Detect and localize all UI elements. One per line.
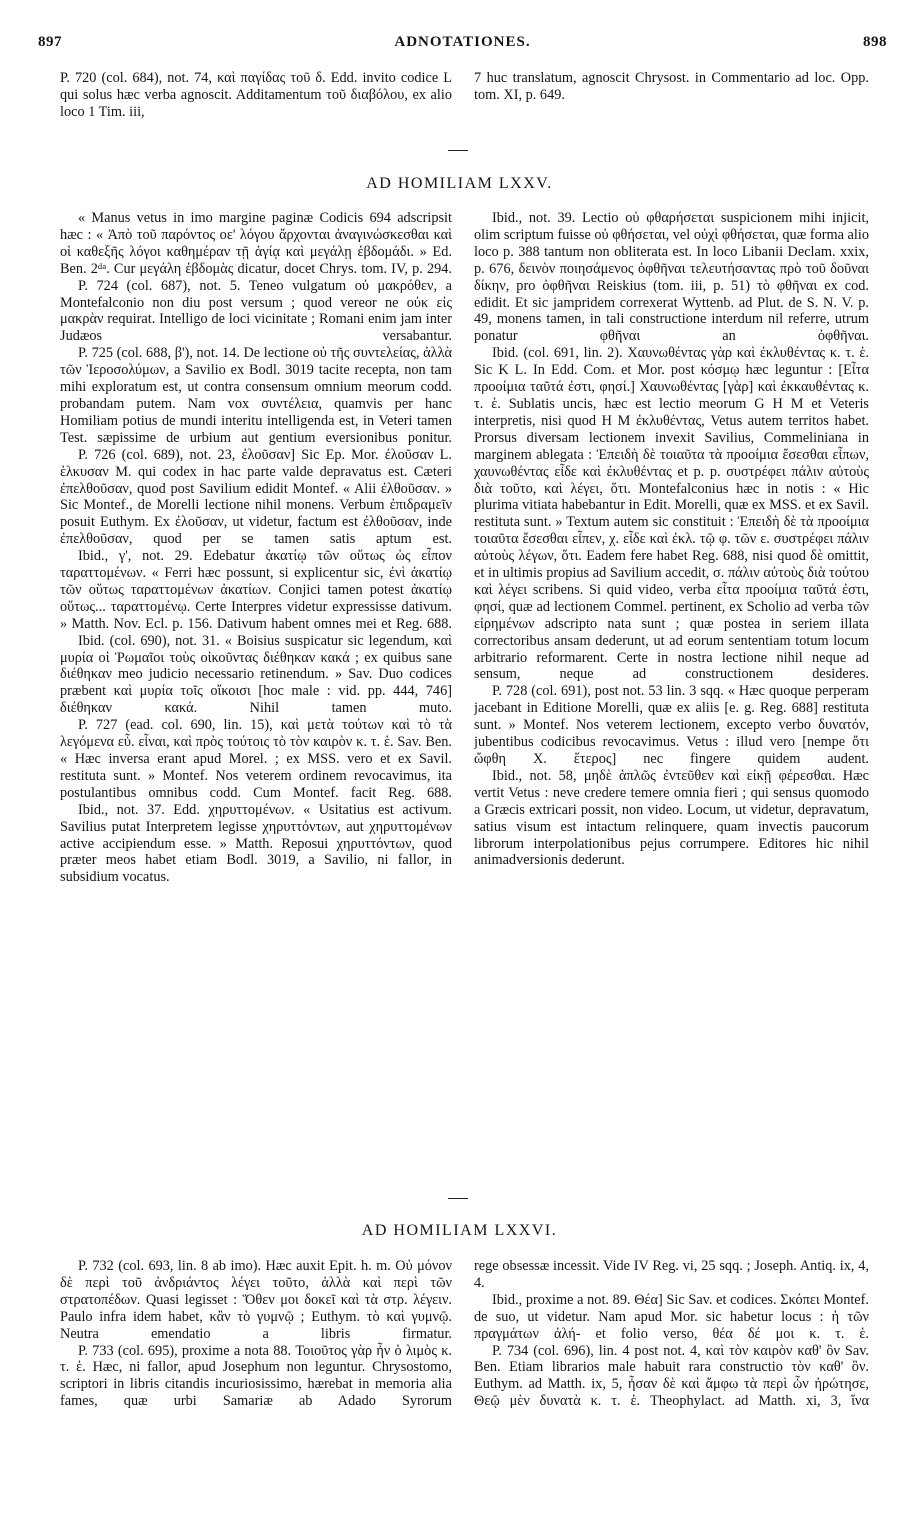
top-left-column: [60, 70, 452, 121]
paragraph: P. 728 (col. 691), post not. 53 lin. 3 sqq. « Hæc quoque perperam jacebant in Editione Morelli, quæ ex aliis [e. g. Reg. 688] restituta sunt. » Montef. Nos veterem lectionem, excepto verbo δυνατόν, jubentibus codicibus revocavimus. Vetus : illud vero [nempe ὅτι ὤφθη Χ. ἕτερος] nec fingere quidem audent.: [474, 683, 869, 767]
top-right-column: [474, 70, 869, 104]
section-lxxvi-right-column: [474, 1258, 869, 1528]
paragraph: Ibid., not. 58, μηδὲ ἁπλῶς ἐντεῦθεν καὶ εἰκῇ φέρεσθαι. Hæc vertit Vetus : neve credere temere omnia fieri ; qui sensus quomodo a Græcis extricari possit, non video. Locum, ut videtur, depravatum, satius visum est intactum relinquere, quam invectis paucorum librorum interpolationibus pejus corrumpere. Editores hic nihil animadversionis dederunt.: [474, 767, 869, 869]
running-head: [38, 34, 887, 54]
paragraph: P. 726 (col. 689), not. 23, ἐλοῦσαν] Sic Ep. Mor. ἐλοῦσαν L. ἑλκυσαν M. qui codex in hac parte valde depravatus est. Cæteri ἐπελθοῦσαν, quod post Savilium edidit Montef. « Alii ἐλθοῦσαν. » Sic Montef., de Morelli lectione nihil monens. Verbum ἐπιδραμεῖν posuit Euthym. Ex ἐλοῦσαν, ut videtur, factum est ἐλθοῦσαν, inde ἐπελθοῦσαν, quod per se tamen satis aptum est.: [60, 446, 452, 548]
paragraph: Ibid., γ', not. 29. Edebatur ἀκατίῳ τῶν οὕτως ὡς εἶπον ταραττομένων. « Ferri hæc possunt, si explicentur sic, ἐνὶ ἀκατίῳ τῶν οὕτως ταραττομένων ἀκατίων. Conjici tamen potest ἀκατίῳ οὕτως... ταραττομένῳ. Certe Interpres videtur expressisse dativum. » Matth. Nov. Ecl. p. 156. Dativum habent omnes mei et Reg. 688.: [60, 548, 452, 632]
section-lxxvi-left-column: [60, 1258, 452, 1528]
paragraph: P. 725 (col. 688, β'), not. 14. De lectione οὐ τῆς συντελείας, ἀλλὰ τῶν Ἱεροσολύμων, a Savilio ex Bodl. 3019 tacite recepta, non tam mihi exploratum est, ut contra consensum omnium meorum codd. probandam putem. Nam vox συντέλεια, quamvis per hanc Homiliam potius de mundi interitu intelligenda est, in Veteri tamen Test. sæpissime de urbium aut gentium eversionibus ponitur.: [60, 345, 452, 446]
paragraph: Ibid., proxime a not. 89. Θέα] Sic Sav. et codices. Σκόπει Montef. de suo, ut videtur. Nam apud Mor. sic habetur locus : ἡ τῶν πραγμάτων ἀλή- et folio verso, θέα δέ μοι κ. τ. ἑ.: [474, 1291, 869, 1342]
paragraph: Ibid., not. 39. Lectio οὐ φθαρήσεται suspicionem mihi injicit, olim scriptum fuisse οὐ φθήσεται, vel οὐχὶ φθήσεται, quæ forma alio loco p. 388 tantum non obliterata est. In loco Libanii Declam. xxix, p. 676, δεινὸν ποιησάμενος ὀφθῆναι τελευτήσαντας πρὸ τοῦ δοῦναι δίκην, pro ὀφθῆναι Reiskius (tom. iii, p. 51) τὸ φθῆναι ex cod. edidit. Et sic jampridem correxerat Wyttenb. ad Plut. de S. N. V. p. 49, monens tamen, in tali constructione interdum nil referre, utrum ponatur φθῆναι an ὀφθῆναι.: [474, 210, 869, 345]
paragraph: P. 727 (ead. col. 690, lin. 15), καὶ μετὰ τούτων καὶ τὸ τὰ λεγόμενα εὖ. εἶναι, καὶ πρὸς τούτοις τὸ τὸν καιρὸν κ. τ. ἑ. Sav. Ben. « Hæc inversa erant apud Morel. ; ex MSS. vero et ex Savil. restituta sunt. » Montef. Nos veterem ordinem revocavimus, ita postulantibus omnibus codd. Cum Montef. facit Reg. 688.: [60, 717, 452, 801]
page-number-left: 897: [38, 34, 62, 50]
paragraph: Ibid. (col. 690), not. 31. « Boisius suspicatur sic legendum, καὶ μυρία οἱ Ῥωμαῖοι τοὺς οἰκοῦντας διέθηκαν κακά ; ex quibus sane διέθηκαν meo judicio necessario retinendum. » Sav. Duo codices præbent καὶ μυρία τοῖς οἴκοισι [hoc male : vid. pp. 444, 746] διέθηκαν κακά. Nihil tamen muto.: [60, 632, 452, 717]
separator-rule: [448, 1198, 468, 1199]
page-number-right: 898: [863, 34, 887, 50]
paragraph: Ibid. (col. 691, lin. 2). Χαυνωθέντας γὰρ καὶ ἐκλυθέντας κ. τ. ἑ. Sic K L. In Edd. Com. et Mor. post κόσμῳ hæc leguntur : [Εἶτα προοίμια ταῦτά ἐστι, φησί.] Χαυνωθέντας [γὰρ] καὶ ἐκκαυθέντας κ. τ. ἑ. Sublatis uncis, hæc est lectio meorum G H M et Veteris interpretis, nisi quod H M ἐκλυθέντας, Vetus autem territos habet. Prorsus diversam lectionem invexit Savilius, Commeliniana in marginem ablegata : Ἐπειδὴ δὲ τοιαῦτα τὰ προοίμια ἔσεσθαι εἶπων, χαυνωθέντας εἶδε καὶ ἐκλυθέντας et p. p. συστρέφει πάλιν αὐτοὺς διὰ τοῦτο, καὶ λέγει, ὅτι. Montefalconius hæc in notis : « Hic plurima vitiata habebantur in Edit. Morelli, quæ ex MSS. et ex Savil. restituta sunt. » Textum autem sic constituit : Ἐπειδὴ δὲ τὰ προοίμια τοιαῦτα ἔσεσθαι εἶπεν, χ. εἶδε καὶ ἐκλ. τῷ φ. τῶν ε. συστρέφει πάλιν αὐτοὺς λέγων, ὅτι. Eadem fere habet Reg. 688, nisi quod δὲ omittit, et in ultimis propius ad Savilium accedit, σ. πάλιν αὐτοὺς διὰ τούτου καὶ λέγει scribens. Si quid video, verba εἶτα προοίμια ταῦτά ἐστι, φησί, quæ ad lectionem Commel. pertinent, ex Scholio ad verba τῶν εἰρημένων adscripto nata sunt ; quæ postea in seriem illata correctoribus ansam dederunt, ut ad eorum sententiam totum locum arbitrario reformarent. Certe in nostra lectione nihil neque ad sensum, neque ad constructionem desideres.: [474, 345, 869, 683]
paragraph: P. 734 (col. 696), lin. 4 post not. 4, καὶ τὸν καιρὸν καθ' ὃν Sav. Ben. Etiam librarios male habuit rara constructio τὸν καθ' ὃν. Euthym. ad Matth. ix, 5, ἦσαν δὲ καὶ ἄμφω τὰ περὶ ὧν ἠρώτησε, Θεῷ μὲν δυνατὰ κ. τ. ἑ. Theophylact. ad Matth. xi, 3, ἵνα: [474, 1342, 869, 1410]
section-heading-lxxvi: AD HOMILIAM LXXVI.: [361, 1222, 558, 1239]
running-title: ADNOTATIONES.: [394, 34, 531, 50]
section-heading-lxxv: AD HOMILIAM LXXV.: [366, 175, 553, 192]
section-lxxv-left-column: [60, 210, 452, 1180]
paragraph: Ibid., not. 37. Edd. χηρυττομένων. « Usitatius est activum. Savilius putat Interpretem legisse χηρυττόντων, aut χηρυττομένων active accipiendum esse. » Matth. Reposui χηρυττόντων, quod præter meos habet etiam Bodl. 3019, a Savilio, ni fallor, in subsidium vocatus.: [60, 801, 452, 886]
paragraph: P. 733 (col. 695), proxime a nota 88. Τοιοῦτος γὰρ ἦν ὁ λιμὸς κ. τ. ἑ. Hæc, ni fallor, apud Josephum non leguntur. Chrysostomo, scriptori in libris citandis incuriosissimo, hærebat in memoria alia fames, quæ urbi Samariæ ab Adado Syrorum: [60, 1342, 452, 1410]
separator-rule: [448, 150, 468, 151]
paragraph: P. 732 (col. 693, lin. 8 ab imo). Hæc auxit Epit. h. m. Οὐ μόνον δὲ περὶ τοῦ ἀνδριάντος λέγει τοῦτο, ἀλλὰ καὶ περὶ τῶν στρατοπέδων. Quasi legisset : Ὅθεν μοι δοκεῖ καὶ τὰ στρ. λέγειν. Paulo infra idem habet, κἂν τὸ γυμνῷ ; Euthym. τὸ καὶ γυμνῷ. Neutra emendatio a libris firmatur.: [60, 1258, 452, 1342]
paragraph: « Manus vetus in imo margine paginæ Codicis 694 adscripsit hæc : « Ἀπὸ τοῦ παρόντος οε' λόγου ἄρχονται ἀναγινώσκεσθαι καὶ οἱ καθεξῆς λόγοι καθημέραν τῇ ἁγίᾳ καὶ μεγάλῃ ἑβδομάδι. » Ed. Ben. 2ᵈᵃ. Cur μεγάλη ἑβδομὰς dicatur, docet Chrys. tom. IV, p. 294.: [60, 210, 452, 277]
paragraph: P. 724 (col. 687), not. 5. Teneo vulgatum οὐ μακρόθεν, a Montefalconio non diu post versum ; quod vereor ne οὐκ εἰς μακρὰν requirat. Intelligo de loci vicinitate ; Romani enim jam inter Judæos versabantur.: [60, 277, 452, 345]
paragraph: 7 huc translatum, agnoscit Chrysost. in Commentario ad loc. Opp. tom. XI, p. 649.: [474, 70, 869, 103]
section-lxxv-right-column: [474, 210, 869, 1180]
paragraph: P. 720 (col. 684), not. 74, καὶ παγίδας τοῦ δ. Edd. invito codice L qui solus hæc verba agnoscit. Additamentum τοῦ διαβόλου, ex alio loco 1 Tim. iii,: [60, 70, 452, 120]
paragraph: rege obsessæ incessit. Vide IV Reg. vi, 25 sqq. ; Joseph. Antiq. ix, 4, 4.: [474, 1258, 869, 1291]
